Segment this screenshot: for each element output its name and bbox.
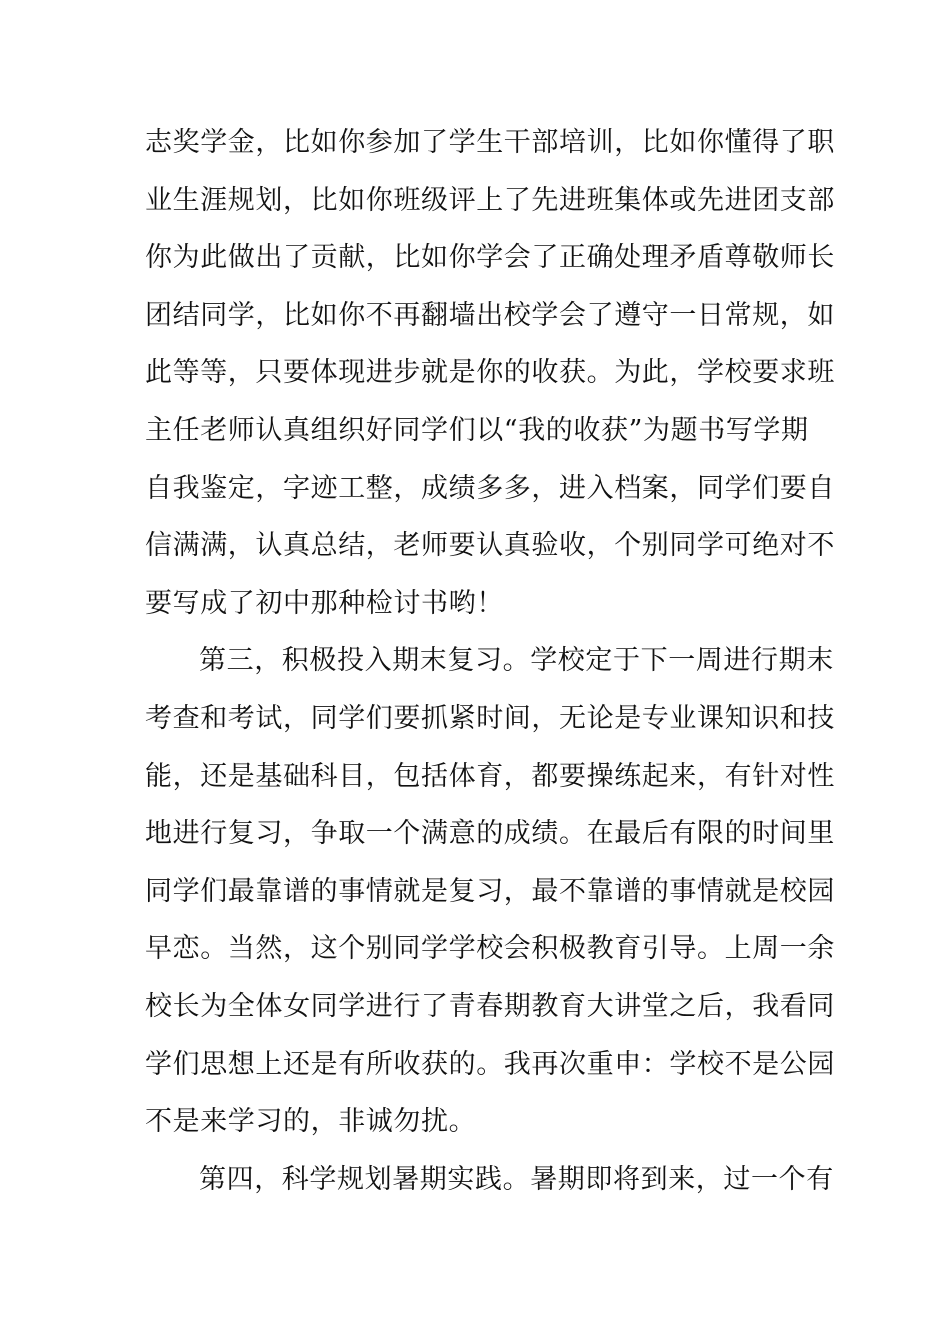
text-line: 信满满，认真总结，老师要认真验收，个别同学可绝对不 bbox=[145, 530, 835, 562]
text-line: 主任老师认真组织好同学们以“我的收获”为题书写学期 bbox=[145, 414, 809, 446]
text-line: 团结同学，比如你不再翻墙出校学会了遵守一日常规，如 bbox=[145, 299, 835, 331]
text-line: 学们思想上还是有所收获的。我再次重申：学校不是公园 bbox=[145, 1048, 835, 1080]
text-line: 要写成了初中那种检讨书哟！ bbox=[145, 587, 504, 619]
text-line: 地进行复习，争取一个满意的成绩。在最后有限的时间里 bbox=[145, 818, 835, 850]
text-line: 志奖学金，比如你参加了学生干部培训，比如你懂得了职 bbox=[145, 127, 835, 158]
text-line: 第三，积极投入期末复习。学校定于下一周进行期末 bbox=[199, 645, 834, 677]
text-line: 能，还是基础科目，包括体育，都要操练起来，有针对性 bbox=[145, 760, 835, 792]
document-body bbox=[145, 114, 835, 1208]
text-line: 你为此做出了贡献，比如你学会了正确处理矛盾尊敬师长 bbox=[145, 242, 835, 274]
text-line: 不是来学习的，非诚勿扰。 bbox=[145, 1106, 477, 1138]
text-line: 自我鉴定，字迹工整，成绩多多，进入档案，同学们要自 bbox=[145, 472, 835, 504]
text-line: 第四，科学规划暑期实践。暑期即将到来，过一个有 bbox=[199, 1163, 834, 1195]
text-line: 此等等，只要体现进步就是你的收获。为此，学校要求班 bbox=[145, 357, 835, 389]
text-line: 业生涯规划，比如你班级评上了先进班集体或先进团支部 bbox=[145, 184, 835, 216]
text-line: 校长为全体女同学进行了青春期教育大讲堂之后，我看同 bbox=[145, 990, 835, 1022]
text-line: 同学们最靠谱的事情就是复习，最不靠谱的事情就是校园 bbox=[145, 875, 835, 907]
text-line: 早恋。当然，这个别同学学校会积极教育引导。上周一余 bbox=[145, 933, 835, 965]
text-line: 考查和考试，同学们要抓紧时间，无论是专业课知识和技 bbox=[145, 702, 835, 734]
